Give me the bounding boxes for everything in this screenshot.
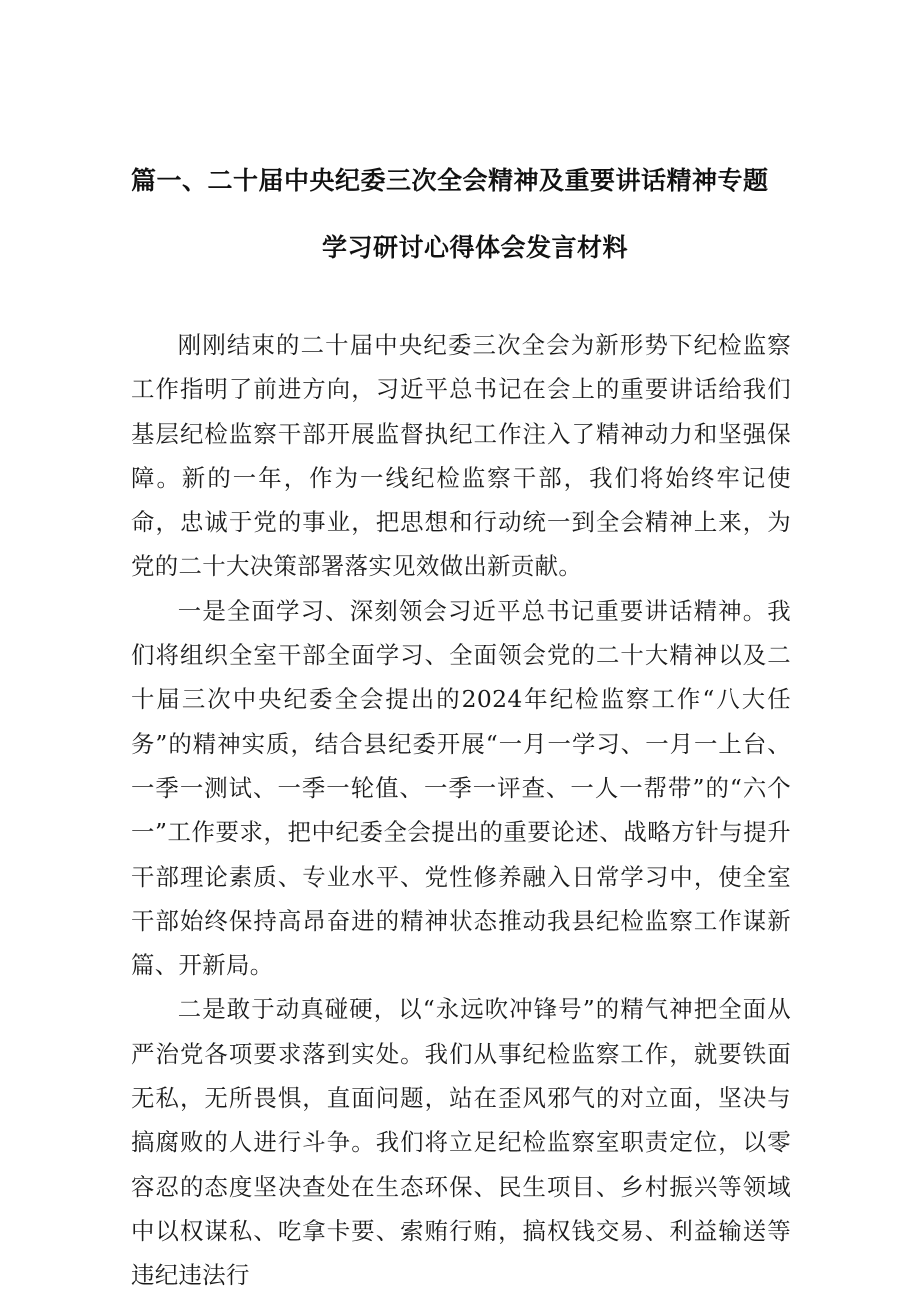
paragraph-point-one: 一是全面学习、深刻领会习近平总书记重要讲话精神。我们将组织全室干部全面学习、全面领会党的二十大精神以及二十届三次中央纪委全会提出的2024年纪检监察工作“八大任务”的精神实质，结合县纪委开展“一月一学习、一月一上台、一季一测试、一季一轮值、一季一评查、一人一帮带”的“六个一”工作要求，把中纪委全会提出的重要论述、战略方针与提升干部理论素质、专业水平、党性修养融入日常学习中，使全室干部始终保持高昂奋进的精神状态推动我县纪检监察工作谋新篇、开新局。 xyxy=(131,596,791,980)
document-title-line-1: 篇一、二十届中央纪委三次全会精神及重要讲话精神专题 xyxy=(131,166,769,195)
document-body xyxy=(131,323,791,1298)
paragraph-intro: 刚刚结束的二十届中央纪委三次全会为新形势下纪检监察工作指明了前进方向，习近平总书记在会上的重要讲话给我们基层纪检监察干部开展监督执纪工作注入了精神动力和坚强保障。新的一年，作为一线纪检监察干部，我们将始终牢记使命，忠诚于党的事业，把思想和行动统一到全会精神上来，为党的二十大决策部署落实见效做出新贡献。 xyxy=(131,331,791,581)
paragraph-point-two: 二是敢于动真碰硬，以“永远吹冲锋号”的精气神把全面从严治党各项要求落到实处。我们从事纪检监察工作，就要铁面无私，无所畏惧，直面问题，站在歪风邪气的对立面，坚决与搞腐败的人进行斗争。我们将立足纪检监察室职责定位，以零容忍的态度坚决查处在生态环保、民生项目、乡村振兴等领域中以权谋私、吃拿卡要、索贿行贿，搞权钱交易、利益输送等违纪违法行 xyxy=(131,995,791,1290)
document-title-line-2: 学习研讨心得体会发言材料 xyxy=(322,233,629,262)
